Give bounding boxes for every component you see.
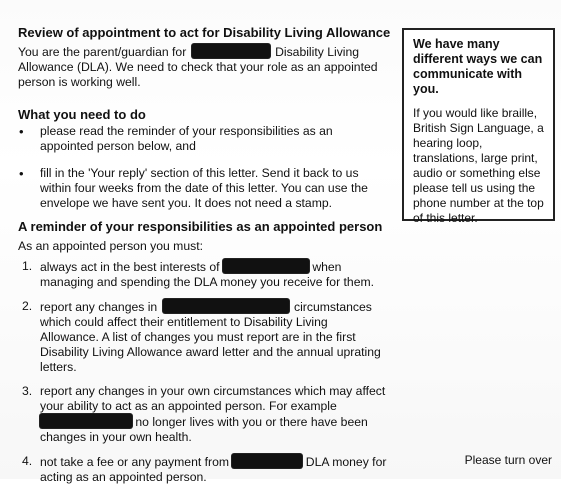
responsibility-2-pre: report any changes in: [40, 300, 158, 314]
intro-line-3: Allowance (DLA). We need to check that your role as an appointed person is working well.: [18, 60, 378, 89]
reminder-intro: As an appointed person you must:: [18, 239, 203, 253]
responsibility-item-2: [18, 299, 388, 375]
please-turn-over: Please turn over: [464, 453, 552, 467]
responsibility-4-post: DLA money for acting as an appointed person.: [40, 455, 387, 484]
item-number-4: 4.: [22, 454, 33, 468]
responsibility-3-text: report any changes in your own circumstances which may affect your ability to act as an appointed person. For example: [40, 384, 386, 413]
bullet-item-read-reminder: • please read the reminder of your responsibilities as an appointed person below, and: [18, 124, 384, 154]
intro-line-2: Disability Living: [275, 45, 360, 59]
responsibilities-list: [18, 259, 388, 494]
intro-paragraph: [18, 44, 384, 90]
communication-box-title: We have many different ways we can communicate with you.: [413, 37, 543, 96]
redacted-name-3: [40, 414, 132, 428]
item-number-2: 2.: [22, 299, 33, 313]
responsibility-3-text-2: no longer lives with you or there have been changes in your own health.: [40, 415, 368, 444]
what-you-need-title: What you need to do: [18, 107, 146, 122]
responsibility-1-post: when managing and spending the DLA money you receive for them.: [40, 260, 375, 289]
responsibility-4-pre: not take a fee or any payment from: [40, 455, 230, 469]
redacted-name-4: [232, 454, 302, 468]
item-number-1: 1.: [22, 259, 33, 273]
responsibility-2-post: circumstances which could affect their entitlement to Disability Living Allowance. A list of changes you must report are in the first Disability Living Allowance award letter and the annual uprating letters.: [40, 300, 381, 374]
redacted-child-name: [192, 44, 270, 58]
reminder-title: A reminder of your responsibilities as an appointed person: [18, 219, 383, 234]
bullet-item-fill-reply: • fill in the 'Your reply' section of this letter. Send it back to us within four weeks from the date of this letter. You can use the envelope we have sent you. It does not need a stamp.: [18, 166, 384, 211]
redacted-name-1: [223, 259, 309, 273]
item-number-3: 3.: [22, 384, 33, 398]
responsibility-item-4: [18, 454, 388, 485]
intro-line-1: You are the parent/guardian for: [18, 45, 187, 59]
responsibility-item-1: [18, 259, 388, 290]
redacted-name-2: [163, 299, 289, 313]
responsibility-1-pre: always act in the best interests of: [40, 260, 220, 274]
responsibility-item-3: [18, 384, 388, 445]
review-title: Review of appointment to act for Disability Living Allowance: [18, 25, 391, 40]
communication-box-text: If you would like braille, British Sign Language, a hearing loop, translations, large print, audio or something else please tell us using the phone number at the top of this letter.: [413, 106, 544, 225]
what-you-need-list: [18, 124, 384, 223]
communication-options-box: [402, 28, 555, 225]
